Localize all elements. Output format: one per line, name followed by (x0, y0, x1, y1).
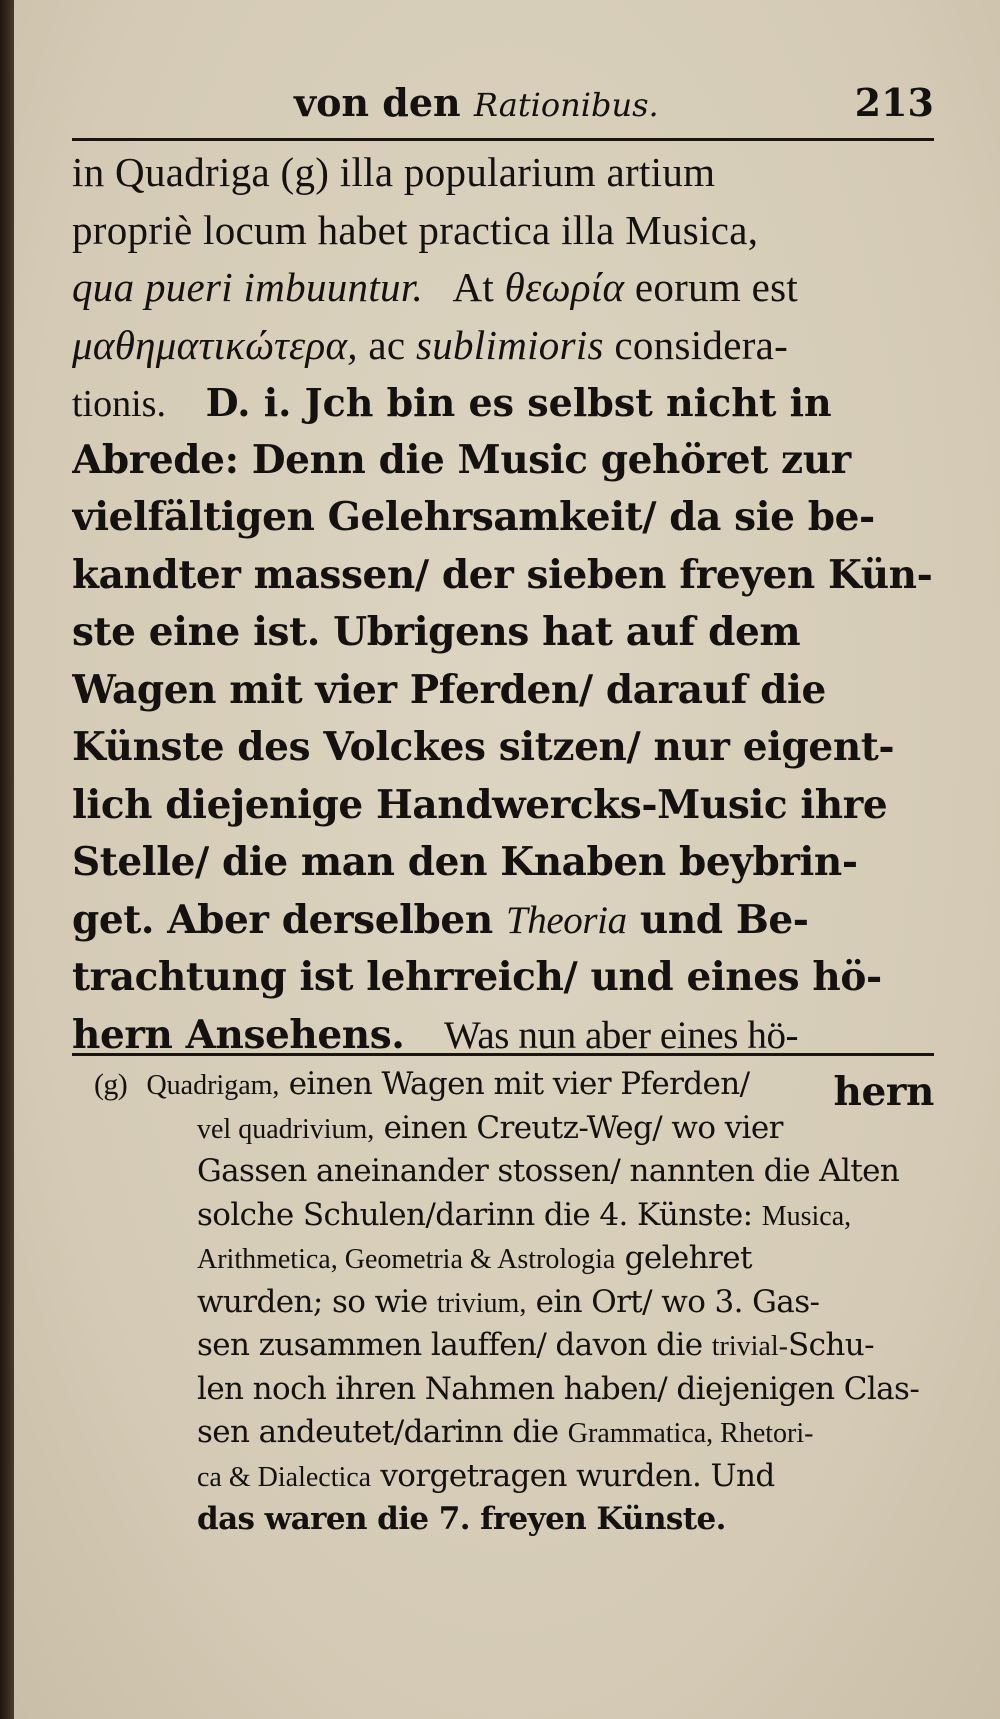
german-text: einen Creutz-Weg/ wo vier (383, 1109, 783, 1146)
text-line-13: Stelle/ die man den Knaben beybrin- (72, 839, 858, 885)
running-head-german: von den (294, 80, 461, 125)
german-text: hern Ansehens. (72, 1011, 405, 1058)
footnote-line-10 (94, 1455, 934, 1499)
german-text: sen zusammen lauffen/ davon die (197, 1327, 703, 1363)
page-number: 213 (854, 80, 934, 125)
footnote-line-2 (94, 1107, 934, 1151)
text-line-6: Abrede: Denn die Music gehöret zur (72, 436, 851, 483)
running-head-latin: Rationibus. (473, 86, 659, 124)
text-line-3 (72, 259, 934, 317)
footnote-line-5 (94, 1237, 934, 1281)
text-line-14 (72, 892, 934, 950)
text-line-10: Wagen mit vier Pferden/ darauf die (72, 666, 826, 713)
text-line-4 (72, 317, 934, 375)
text-line-1: in Quadriga (g) illa popularium artium (72, 149, 716, 195)
latin-word: Quadrigam, (146, 1070, 280, 1101)
header-rule (72, 138, 934, 141)
book-page (14, 0, 1000, 1719)
footnote-line-4 (94, 1194, 934, 1238)
text-line-5 (72, 374, 934, 432)
main-text (72, 144, 934, 1122)
greek-word-mathematikotera: μαθηματικώτερα, (72, 321, 358, 368)
latin-word: trivium, (436, 1287, 527, 1319)
german-text: und Be- (639, 896, 809, 943)
german-text-roman: Was nun aber eines hö- (444, 1013, 799, 1057)
footnote-line-8: len noch ihren Nahmen haben/ diejenigen Clas- (197, 1370, 920, 1407)
text-line-15: trachtung ist lehrreich/ und eines hö- (72, 954, 882, 1000)
footnote-line-6 (94, 1281, 934, 1325)
text-line-8: kandter massen/ der sieben freyen Kün- (72, 551, 933, 598)
german-text: wurden; so wie (197, 1283, 428, 1320)
footnote-line-9 (94, 1411, 934, 1455)
latin-word: trivial- (711, 1331, 788, 1362)
catchword: hern (833, 1069, 934, 1115)
footnote (94, 1063, 934, 1542)
latin-word: tionis. (72, 383, 166, 425)
german-text: solche Schulen/darinn die 4. Künste: (197, 1196, 753, 1233)
latin-italic-word: Theoria (505, 898, 627, 942)
footnote-line-7 (94, 1324, 934, 1368)
german-text: D. i. Jch bin es selbst nicht in (205, 380, 832, 425)
text-line-11: Künste des Volckes sitzen/ nur eigent- (72, 724, 895, 770)
footnote-marker: (g) (94, 1068, 128, 1101)
german-text: gelehret (624, 1240, 752, 1276)
latin-word: ac (368, 321, 406, 368)
book-gutter (0, 0, 14, 1719)
latin-words: Arithmetica, Geometria & Astrologia (197, 1244, 616, 1275)
latin-italic-phrase: qua pueri imbuuntur. (72, 264, 424, 310)
text-line-9: ste eine ist. Ubrigens hat auf dem (72, 609, 801, 655)
greek-word-theoria: θεωρία (504, 264, 625, 310)
german-text: vorgetragen wurden. Und (380, 1457, 775, 1494)
german-text: Schu- (787, 1327, 874, 1363)
german-text: get. Aber derselben (72, 896, 493, 943)
german-text: ein Ort/ wo 3. Gas- (535, 1283, 820, 1320)
latin-word: vel quadrivium, (197, 1113, 375, 1145)
latin-word: considera- (614, 321, 789, 368)
text-line-7: vielfältigen Gelehrsamkeit/ da sie be- (72, 494, 875, 540)
latin-word: eorum est (634, 264, 799, 310)
footnote-line-1 (94, 1063, 934, 1107)
german-text: sen andeutet/darinn die (197, 1414, 559, 1450)
text-line-12: lich diejenige Handwercks-Music ihre (72, 781, 888, 828)
footnote-line-3: Gassen aneinander stossen/ nannten die Alten (197, 1153, 900, 1189)
latin-words: ca & Dialectica (197, 1461, 372, 1493)
running-head (294, 80, 659, 125)
german-text: einen Wagen mit vier Pferden/ (288, 1066, 750, 1102)
latin-word: Musica, (761, 1200, 852, 1232)
footnote-line-11: das waren die 7. freyen Künste. (197, 1501, 726, 1537)
latin-words: Grammatica, Rhetori- (567, 1418, 814, 1449)
latin-word: At (452, 264, 495, 310)
latin-italic-word: sublimioris (415, 321, 604, 368)
page-header (294, 70, 934, 140)
text-line-2: propriè locum habet practica illa Musica, (72, 206, 759, 253)
footnote-rule (72, 1053, 934, 1056)
